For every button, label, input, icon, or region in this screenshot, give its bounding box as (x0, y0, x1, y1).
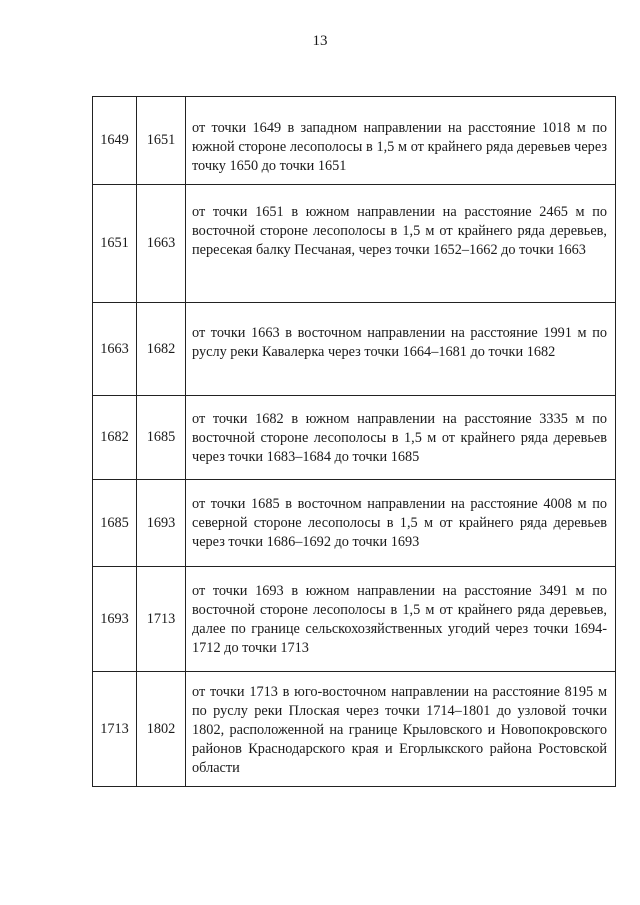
from-point-cell: 1685 (93, 480, 137, 567)
to-point-cell: 1663 (137, 185, 186, 303)
to-point-cell: 1682 (137, 303, 186, 396)
from-point-cell: 1649 (93, 97, 137, 185)
from-point-cell: 1663 (93, 303, 137, 396)
table-row (93, 97, 616, 185)
from-point-cell: 1693 (93, 567, 137, 672)
boundary-table (92, 96, 616, 787)
table-row (93, 567, 616, 672)
page-number: 13 (312, 33, 328, 49)
description-cell: от точки 1649 в западном направлении на расстояние 1018 м по южной стороне лесополосы в 1,5 м от крайнего ряда деревьев через точку 1650 до точки 1651 (186, 97, 616, 185)
description-cell: от точки 1682 в южном направлении на расстояние 3335 м по восточной стороне лесополосы в 1,5 м от крайнего ряда деревьев через точки 1683–1684 до точки 1685 (186, 396, 616, 480)
description-cell: от точки 1713 в юго-восточном направлении на расстояние 8195 м по руслу реки Плоская через точки 1714–1801 до узловой точки 1802, расположенной на границе Крыловского и Новопокровского районов Краснодарского края и Егорлыкского района Ростовской области (186, 672, 616, 787)
to-point-cell: 1651 (137, 97, 186, 185)
from-point-cell: 1682 (93, 396, 137, 480)
table-row (93, 303, 616, 396)
table-row (93, 185, 616, 303)
table-row (93, 672, 616, 787)
to-point-cell: 1693 (137, 480, 186, 567)
to-point-cell: 1685 (137, 396, 186, 480)
description-cell: от точки 1693 в южном направлении на расстояние 3491 м по восточной стороне лесополосы в 1,5 м от крайнего ряда деревьев, далее по границе сельскохозяйственных угодий через точки 1694-1712 до точки 1713 (186, 567, 616, 672)
from-point-cell: 1713 (93, 672, 137, 787)
table-row (93, 480, 616, 567)
table-row (93, 396, 616, 480)
description-cell: от точки 1663 в восточном направлении на расстояние 1991 м по руслу реки Кавалерка через точки 1664–1681 до точки 1682 (186, 303, 616, 396)
to-point-cell: 1802 (137, 672, 186, 787)
from-point-cell: 1651 (93, 185, 137, 303)
description-cell: от точки 1651 в южном направлении на расстояние 2465 м по восточной стороне лесополосы в 1,5 м от крайнего ряда деревьев, пересекая балку Песчаная, через точки 1652–1662 до точки 1663 (186, 185, 616, 303)
to-point-cell: 1713 (137, 567, 186, 672)
description-cell: от точки 1685 в восточном направлении на расстояние 4008 м по северной стороне лесополосы в 1,5 м от крайнего ряда деревьев через точки 1686–1692 до точки 1693 (186, 480, 616, 567)
